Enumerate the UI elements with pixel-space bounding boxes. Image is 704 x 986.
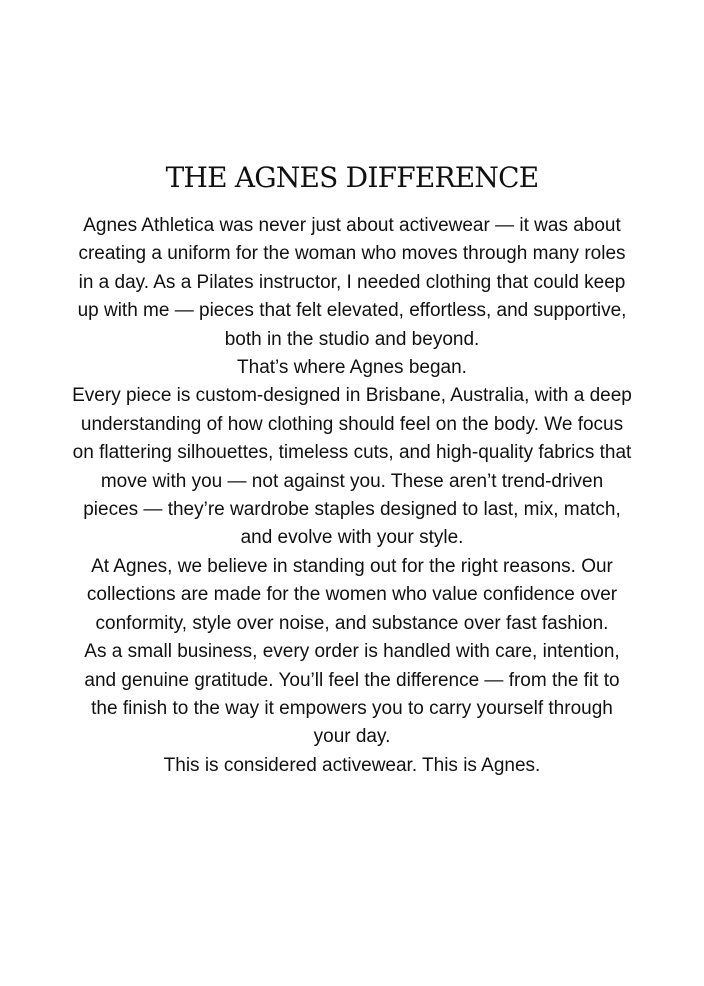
section-body — [72, 212, 632, 780]
design-paragraph: Every piece is custom-designed in Brisbane, Australia, with a deep understanding of how clothing should feel on the body. We focus on flattering silhouettes, timeless cuts, and high-quality fabrics that move with you — not against you. These aren’t trend-driven pieces — they’re wardrobe staples designed to last, mix, match, and evolve with your style. — [72, 385, 632, 549]
about-section — [72, 158, 632, 780]
origin-paragraph: That’s where Agnes began. — [237, 357, 467, 379]
small-business-paragraph: As a small business, every order is handled with care, intention, and genuine gratitude. You’ll feel the difference — from the fit to the finish to the way it empowers you to carry yourself through your day. — [84, 641, 620, 748]
intro-paragraph: Agnes Athletica was never just about activewear — it was about creating a uniform for the woman who moves through many roles in a day. As a Pilates instructor, I needed clothing that could keep up with me — pieces that felt elevated, effortless, and supportive, both in the studio and beyond. — [77, 215, 627, 350]
closing-paragraph: This is considered activewear. This is Agnes. — [163, 754, 541, 776]
values-paragraph: At Agnes, we believe in standing out for the right reasons. Our collections are made for the women who value confidence over conformity, style over noise, and substance over fast fashion. — [86, 555, 618, 634]
section-title: THE AGNES DIFFERENCE — [165, 161, 539, 194]
